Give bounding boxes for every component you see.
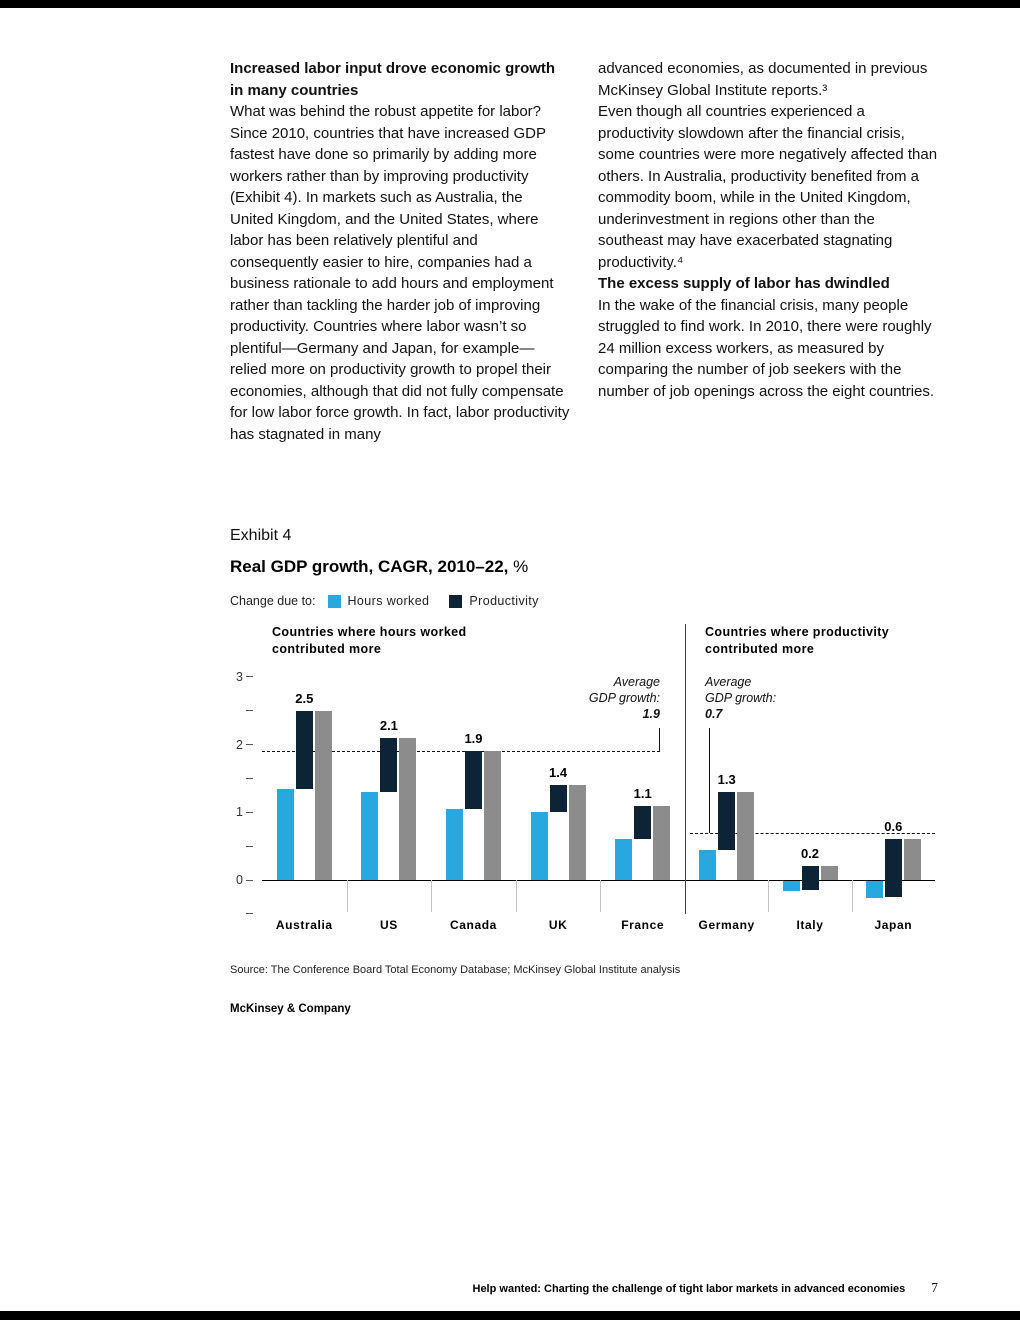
bar-productivity — [718, 792, 735, 850]
y-axis-tick — [246, 812, 253, 813]
bar-total-gdp — [653, 806, 670, 880]
bar-productivity — [802, 866, 819, 890]
average-annotation-connector — [659, 728, 660, 751]
panel-header: Countries where productivity contributed more — [705, 625, 890, 656]
average-gdp-annotation: Average GDP growth: 1.9 — [588, 675, 660, 721]
bar-productivity — [634, 806, 651, 840]
section-heading: The excess supply of labor has dwindled — [598, 275, 890, 292]
average-gdp-annotation: Average GDP growth: 0.7 — [705, 675, 777, 721]
bar-total-gdp — [737, 792, 754, 880]
bar-total-gdp — [569, 785, 586, 880]
bar-total-gdp — [821, 866, 838, 880]
country-separator — [768, 880, 769, 912]
bar-hours-worked — [361, 792, 378, 880]
bar-value-label: 1.1 — [633, 785, 652, 801]
chart-title-main: Real GDP growth, CAGR, 2010–22, — [230, 557, 509, 576]
right-text-column — [598, 58, 938, 445]
y-axis-tick — [246, 913, 253, 914]
bar-value-label: 0.2 — [800, 846, 820, 862]
bar-hours-worked — [699, 850, 716, 880]
country-label: US — [379, 918, 398, 932]
bar-value-label: 2.5 — [295, 690, 314, 706]
section-subheading: What was behind the robust appetite for labor? — [230, 103, 542, 120]
legend-label-productivity: Productivity — [469, 594, 539, 608]
bar-productivity — [550, 785, 567, 812]
bar-total-gdp — [484, 751, 501, 880]
mckinsey-company-wordmark: McKinsey & Company — [230, 1003, 351, 1015]
body-paragraph: Since 2010, countries that have increased GDP fastest have done so primarily by adding more workers rather than by improving productivity (Exhibit 4). In markets such as Australia, the United Kingdom, and the United States, where labor has been relatively plentiful and consequently easier to hire, companies had a business rationale to add hours and employment rather than tackling the harder job of improving productivity. Countries where labor wasn’t so plentiful—Germany and Japan, for example—relied more on productivity growth to propel their economies, although that did not fully compensate for low labor force growth. In fact, labor productivity has stagnated in many — [230, 124, 570, 443]
country-separator — [852, 880, 853, 912]
bar-hours-worked — [615, 839, 632, 880]
body-paragraph: advanced economies, as documented in previous McKinsey Global Institute reports.³ — [598, 60, 928, 99]
y-axis-tick — [246, 880, 253, 881]
body-paragraph: In the wake of the financial crisis, many people struggled to find work. In 2010, there were roughly 24 million excess workers, as measured by comparing the number of job seekers with the number of job openings across the eight countries. — [598, 296, 935, 400]
country-label: Germany — [698, 918, 755, 932]
bar-value-label: 0.6 — [884, 819, 903, 835]
y-axis-label: 3 — [236, 669, 243, 684]
bar-total-gdp — [315, 711, 332, 880]
running-footer-title: Help wanted: Charting the challenge of tight labor markets in advanced economies — [472, 1283, 906, 1295]
bar-hours-worked — [531, 812, 548, 880]
y-axis-tick — [246, 744, 253, 745]
country-label: Australia — [275, 918, 333, 932]
y-axis-label: 2 — [236, 737, 243, 752]
chart-title — [230, 557, 528, 577]
legend-label-hours-worked: Hours worked — [347, 594, 430, 608]
country-separator — [431, 880, 432, 912]
y-axis-tick — [246, 710, 253, 711]
exhibit-4-bar-chart — [230, 622, 945, 947]
bar-hours-worked — [866, 881, 883, 898]
bar-value-label: 2.1 — [379, 717, 398, 733]
bar-hours-worked — [783, 881, 800, 891]
legend-title: Change due to: — [230, 594, 316, 608]
page-footer — [230, 1280, 938, 1296]
country-label: France — [621, 918, 665, 932]
left-text-column — [230, 58, 570, 445]
bar-hours-worked — [446, 809, 463, 880]
body-paragraph: Even though all countries experienced a productivity slowdown after the financial crisis, some countries were more negatively affected than others. In Australia, productivity benefited from a commodity boom, while in the United Kingdom, underinvestment in regions other than the southeast may have exacerbated stagnating productivity.⁴ — [598, 103, 938, 271]
y-axis-tick — [246, 846, 253, 847]
country-label: UK — [548, 918, 568, 932]
exhibit-label: Exhibit 4 — [230, 527, 292, 544]
bar-value-label: 1.9 — [464, 731, 483, 747]
country-separator — [516, 880, 517, 912]
section-heading: Increased labor input drove economic growth in many countries — [230, 60, 556, 99]
panel-header: Countries where hours worked contributed more — [272, 625, 467, 656]
country-separator — [347, 880, 348, 912]
y-axis-tick — [246, 778, 253, 779]
bar-total-gdp — [399, 738, 416, 880]
bar-total-gdp — [904, 839, 921, 880]
panel-divider — [685, 624, 686, 914]
body-text-columns — [230, 58, 938, 445]
chart-title-unit: % — [513, 557, 529, 576]
country-label: Italy — [796, 918, 824, 932]
y-axis-label: 1 — [236, 805, 243, 820]
productivity-swatch — [449, 595, 462, 608]
bar-productivity — [380, 738, 397, 792]
bar-value-label: 1.4 — [549, 765, 568, 781]
country-separator — [600, 880, 601, 912]
country-label: Canada — [450, 918, 497, 932]
y-axis-label: 0 — [236, 873, 243, 887]
bottom-rule-bar — [0, 1311, 1020, 1320]
bar-productivity — [465, 751, 482, 809]
bar-productivity — [885, 839, 902, 897]
x-axis-line — [262, 880, 935, 881]
bar-value-label: 1.3 — [717, 771, 736, 787]
page-number: 7 — [931, 1280, 938, 1295]
bar-hours-worked — [277, 789, 294, 880]
chart-legend — [230, 594, 559, 608]
bar-productivity — [296, 711, 313, 789]
hours-worked-swatch — [328, 595, 341, 608]
source-note: Source: The Conference Board Total Economy Database; McKinsey Global Institute analysis — [230, 964, 681, 976]
country-label: Japan — [874, 918, 913, 932]
y-axis-tick — [246, 676, 253, 677]
top-rule-bar — [0, 0, 1020, 8]
